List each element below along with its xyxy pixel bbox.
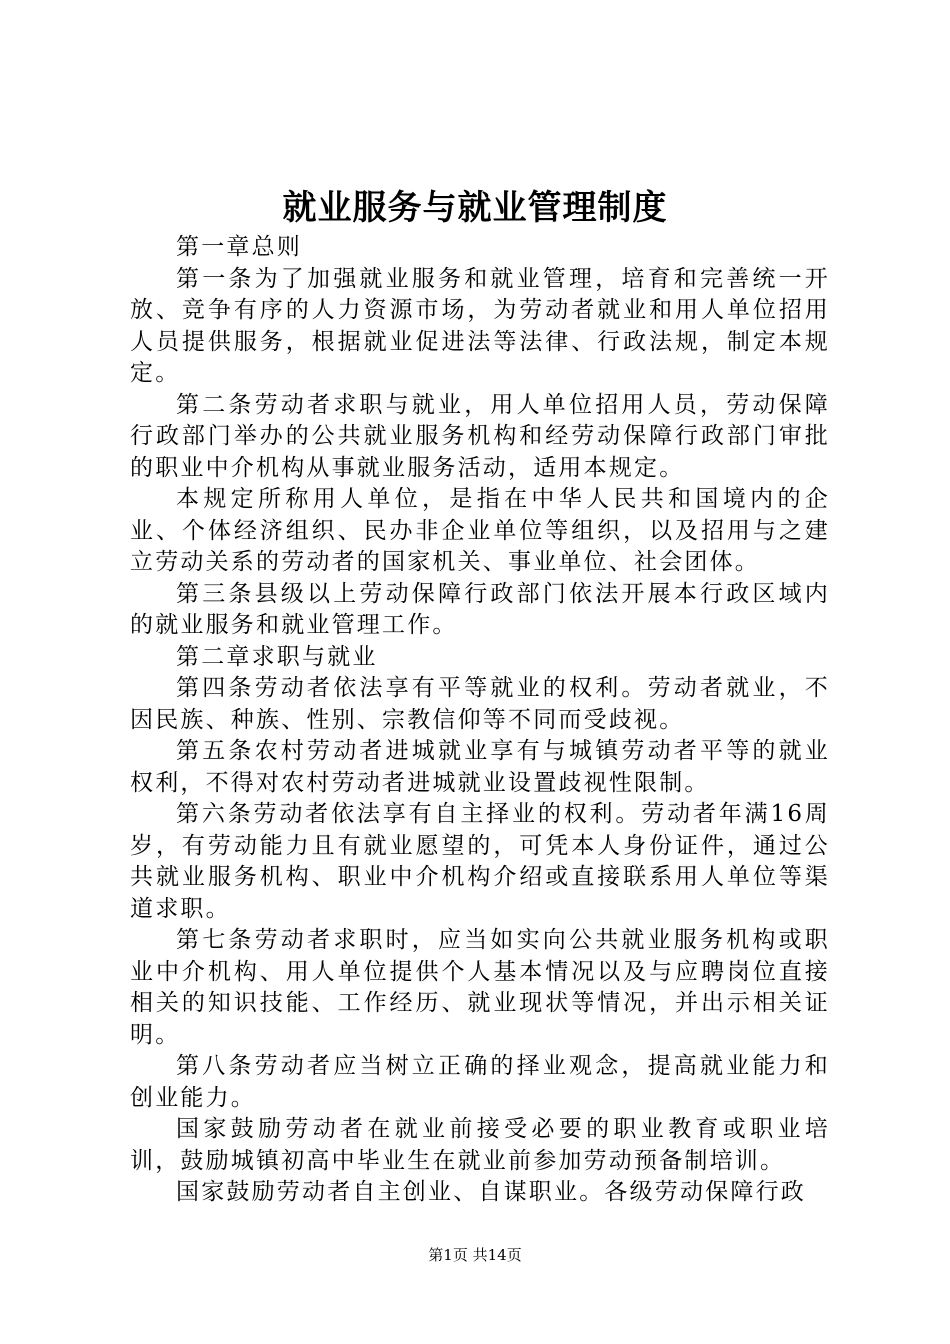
- paragraph: 第八条劳动者应当树立正确的择业观念，提高就业能力和创业能力。: [130, 1053, 830, 1111]
- page-number: 第1页: [428, 1246, 468, 1264]
- paragraph: 本规定所称用人单位，是指在中华人民共和国境内的企业、个体经济组织、民办非企业单位等组织，以及招用与之建立劳动关系的劳动者的国家机关、事业单位、社会团体。: [130, 486, 830, 575]
- page-total: 共14页: [472, 1246, 522, 1264]
- chapter-heading: 第二章求职与就业: [176, 643, 378, 670]
- paragraph: 第二条劳动者求职与就业，用人单位招用人员，劳动保障行政部门举办的公共就业服务机构和经劳动保障行政部门审批的职业中介机构从事就业服务活动，适用本规定。: [130, 391, 830, 481]
- paragraph: 第七条劳动者求职时，应当如实向公共就业服务机构或职业中介机构、用人单位提供个人基本情况以及与应聘岗位直接相关的知识技能、工作经历、就业现状等情况，并出示相关证明。: [130, 927, 830, 1048]
- paragraph: 第六条劳动者依法享有自主择业的权利。劳动者年满16周岁，有劳动能力且有就业愿望的，可凭本人身份证件，通过公共就业服务机构、职业中介机构介绍或直接联系用人单位等渠道求职。: [130, 801, 830, 922]
- paragraph: 第一条为了加强就业服务和就业管理，培育和完善统一开放、竞争有序的人力资源市场，为劳动者就业和用人单位招用人员提供服务，根据就业促进法等法律、行政法规，制定本规定。: [130, 265, 830, 386]
- paragraph: 第三条县级以上劳动保障行政部门依法开展本行政区域内的就业服务和就业管理工作。: [130, 580, 830, 638]
- document-title: 就业服务与就业管理制度: [282, 188, 668, 228]
- paragraph: 国家鼓励劳动者在就业前接受必要的职业教育或职业培训，鼓励城镇初高中毕业生在就业前参加劳动预备制培训。: [130, 1116, 830, 1174]
- paragraph: 国家鼓励劳动者自主创业、自谋职业。各级劳动保障行政: [176, 1179, 806, 1205]
- chapter-heading: 第一章总则: [176, 234, 302, 260]
- document-body: [130, 232, 830, 1209]
- paragraph: 第五条农村劳动者进城就业享有与城镇劳动者平等的就业权利，不得对农村劳动者进城就业设置歧视性限制。: [130, 738, 830, 796]
- page-footer: [0, 1244, 950, 1266]
- paragraph: 第四条劳动者依法享有平等就业的权利。劳动者就业，不因民族、种族、性别、宗教信仰等不同而受歧视。: [130, 675, 830, 733]
